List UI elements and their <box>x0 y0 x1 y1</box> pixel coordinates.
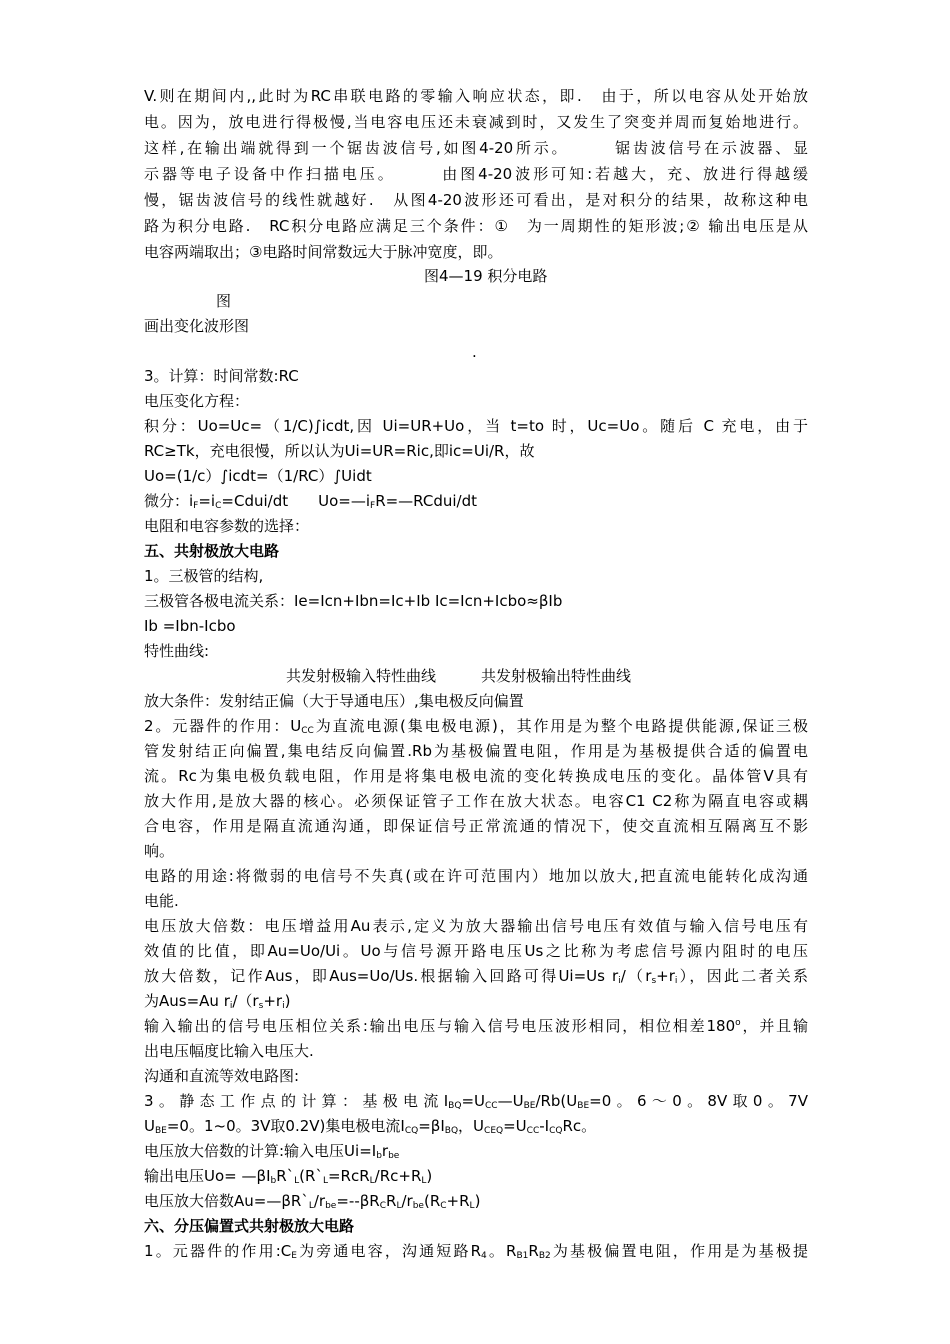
paragraph-line: 1。元器件的作用$:C_E$为旁通电容，沟通短路$R_4$。$R_{B1}R_{B2}$为基极偏置电阻，作用是为基极提 <box>144 1242 808 1261</box>
paragraph-line: 管发射结正向偏置,集电结反向偏置.Rb为基极偏置电阻，作用是为基极提供合适的偏置电 <box>144 742 808 760</box>
formula-line: Ib =Ibn-Icbo <box>144 617 236 635</box>
paragraph-line: 流。Rc为集电极负载电阻，作用是将集电极电流的变化转换成电压的变化。晶体管V具有 <box>144 767 808 785</box>
paragraph-line: 效值的比值，即Au=Uo/Ui。Uo与信号源开路电压Us之比称为考虑信号源内阻时的电压 <box>144 942 808 960</box>
paragraph-line: 电路的用途:将微弱的电信号不失真(或在许可范围内）地加以放大,把直流电能转化成沟通 <box>144 867 808 885</box>
paragraph-line: 2。元器件的作用：$U_{CC}$为直流电源(集电极电源)，其作用是为整个电路提供能源,保证三极 <box>144 717 808 736</box>
paragraph-line: 放大倍数，记作Aus，即Aus=Uo/Us.根据输入回路可得Ui=Us $r_i/(r_s+r_i)$，因此二者关系 <box>144 967 808 986</box>
formula-line: 为Aus=Au $r_i/(r_s+r_i)$ <box>144 992 291 1011</box>
paragraph-line: 响。 <box>144 842 175 860</box>
paragraph-line: 放大条件：发射结正偏（大于导通电压）,集电极反向偏置 <box>144 692 524 710</box>
paragraph-line: 电压变化方程： <box>144 392 250 410</box>
paragraph-line: 合电容，作用是隔直流通沟通，即保证信号正常流通的情况下，使交直流相互隔离互不影 <box>144 817 808 835</box>
paragraph-line: $U_{BE}=0$。1~0。3V取0.2V)集电极电流$I_{CQ}=\beta I_{BQ}$，$U_{CEQ}=U_{CC}-I_{CQ}Rc$。 <box>144 1117 597 1136</box>
paragraph-line: 电压放大倍数：电压增益用Au表示,定义为放大器输出信号电压有效值与输入信号电压有 <box>144 917 808 935</box>
paragraph-line: 电。因为，放电进行得极慢,当电容电压还未衰减到时，又发生了突变并周而复始地进行。 <box>144 113 808 131</box>
formula-line: Uo=(1/c）∫icdt=（1/RC）∫Uidt <box>144 467 372 485</box>
paragraph-line: 特性曲线: <box>144 642 210 660</box>
section-heading: 六、分压偏置式共射极放大电路 <box>144 1217 355 1235</box>
paragraph-line: 放大作用,是放大器的核心。必须保证管子工作在放大状态。电容C1 C2称为隔直电容或耦 <box>144 792 808 810</box>
paragraph-line: 慢，锯齿波信号的线性就越好. 从图4-20波形还可看出，是对积分的结果，故称这种电 <box>144 191 808 209</box>
paragraph-line: RC≥Tk，充电很慢，所以认为Ui=UR=Ric,即ic=Ui/R，故 <box>144 442 535 460</box>
figure-captions: 共发射极输入特性曲线 共发射极输出特性曲线 <box>286 667 632 685</box>
paragraph-line: 3。静态工作点的计算：基极电流$I_{BQ}=U_{CC}—U_{BE}/Rb(U_{BE}=0$。6～0。8V取0。7V <box>144 1092 808 1111</box>
paragraph-line: 画出变化波形图 <box>144 317 250 335</box>
section-heading: 五、共射极放大电路 <box>144 542 280 560</box>
paragraph-line: 电阻和电容参数的选择： <box>144 517 310 535</box>
paragraph-line: 沟通和直流等效电路图: <box>144 1067 300 1085</box>
paragraph-line: 1。三极管的结构, <box>144 567 264 585</box>
figure-label: 图 <box>216 292 232 310</box>
formula-line: 微分：$i_F=i_C=Cdui/dt$ $Uo=—i_FR=—RCdui/dt$ <box>144 492 477 511</box>
formula-line: 三极管各极电流关系：Ie=Icn+Ibn=Ic+Ib Ic=Icn+Icbo≈βIb <box>144 592 563 610</box>
paragraph-line: 出电压幅度比输入电压大. <box>144 1042 314 1060</box>
formula-line: 电压放大倍数的计算:输入电压$Ui=I_br_{be}$ <box>144 1142 400 1161</box>
paragraph-line: V.则在期间内,,此时为RC串联电路的零输入响应状态，即. 由于，所以电容从处开始放 <box>144 87 808 105</box>
paragraph-line: 这样,在输出端就得到一个锯齿波信号,如图4-20所示。 锯齿波信号在示波器、显 <box>144 139 808 157</box>
paragraph-line: 路为积分电路. RC积分电路应满足三个条件：① 为一周期性的矩形波;② 输出电压是从 <box>144 217 808 235</box>
paragraph-line: 3。计算：时间常数:RC <box>144 367 299 385</box>
paragraph-line: 输入输出的信号电压相位关系:输出电压与输入信号电压波形相同，相位相差180$^o$，并且输 <box>144 1017 808 1035</box>
paragraph-line: 电容两端取出；③电路时间常数远大于脉冲宽度，即。 <box>144 243 503 261</box>
formula-line: 电压放大倍数$Au=—\beta R`_L/r_{be}=--\beta R_CR_L/r_{be}(R_C+R_L)$ <box>144 1192 481 1211</box>
paragraph-line: 示器等电子设备中作扫描电压。 由图4-20波形可知:若越大，充、放进行得越缓 <box>144 165 808 183</box>
paragraph-line: 电能. <box>144 892 179 910</box>
paragraph-line: 积分：Uo=Uc=（1/C)∫icdt,因 Ui=UR+Uo，当 t=to 时，Uc=Uo。随后 C 充电，由于 <box>144 417 808 435</box>
figure-caption: 图4—19 积分电路 <box>424 267 548 285</box>
dot-mark: . <box>472 343 477 361</box>
formula-line: 输出电压$Uo= —\beta I_bR`_L(R`_L=RcR_L/Rc+R_L)$ <box>144 1167 433 1186</box>
